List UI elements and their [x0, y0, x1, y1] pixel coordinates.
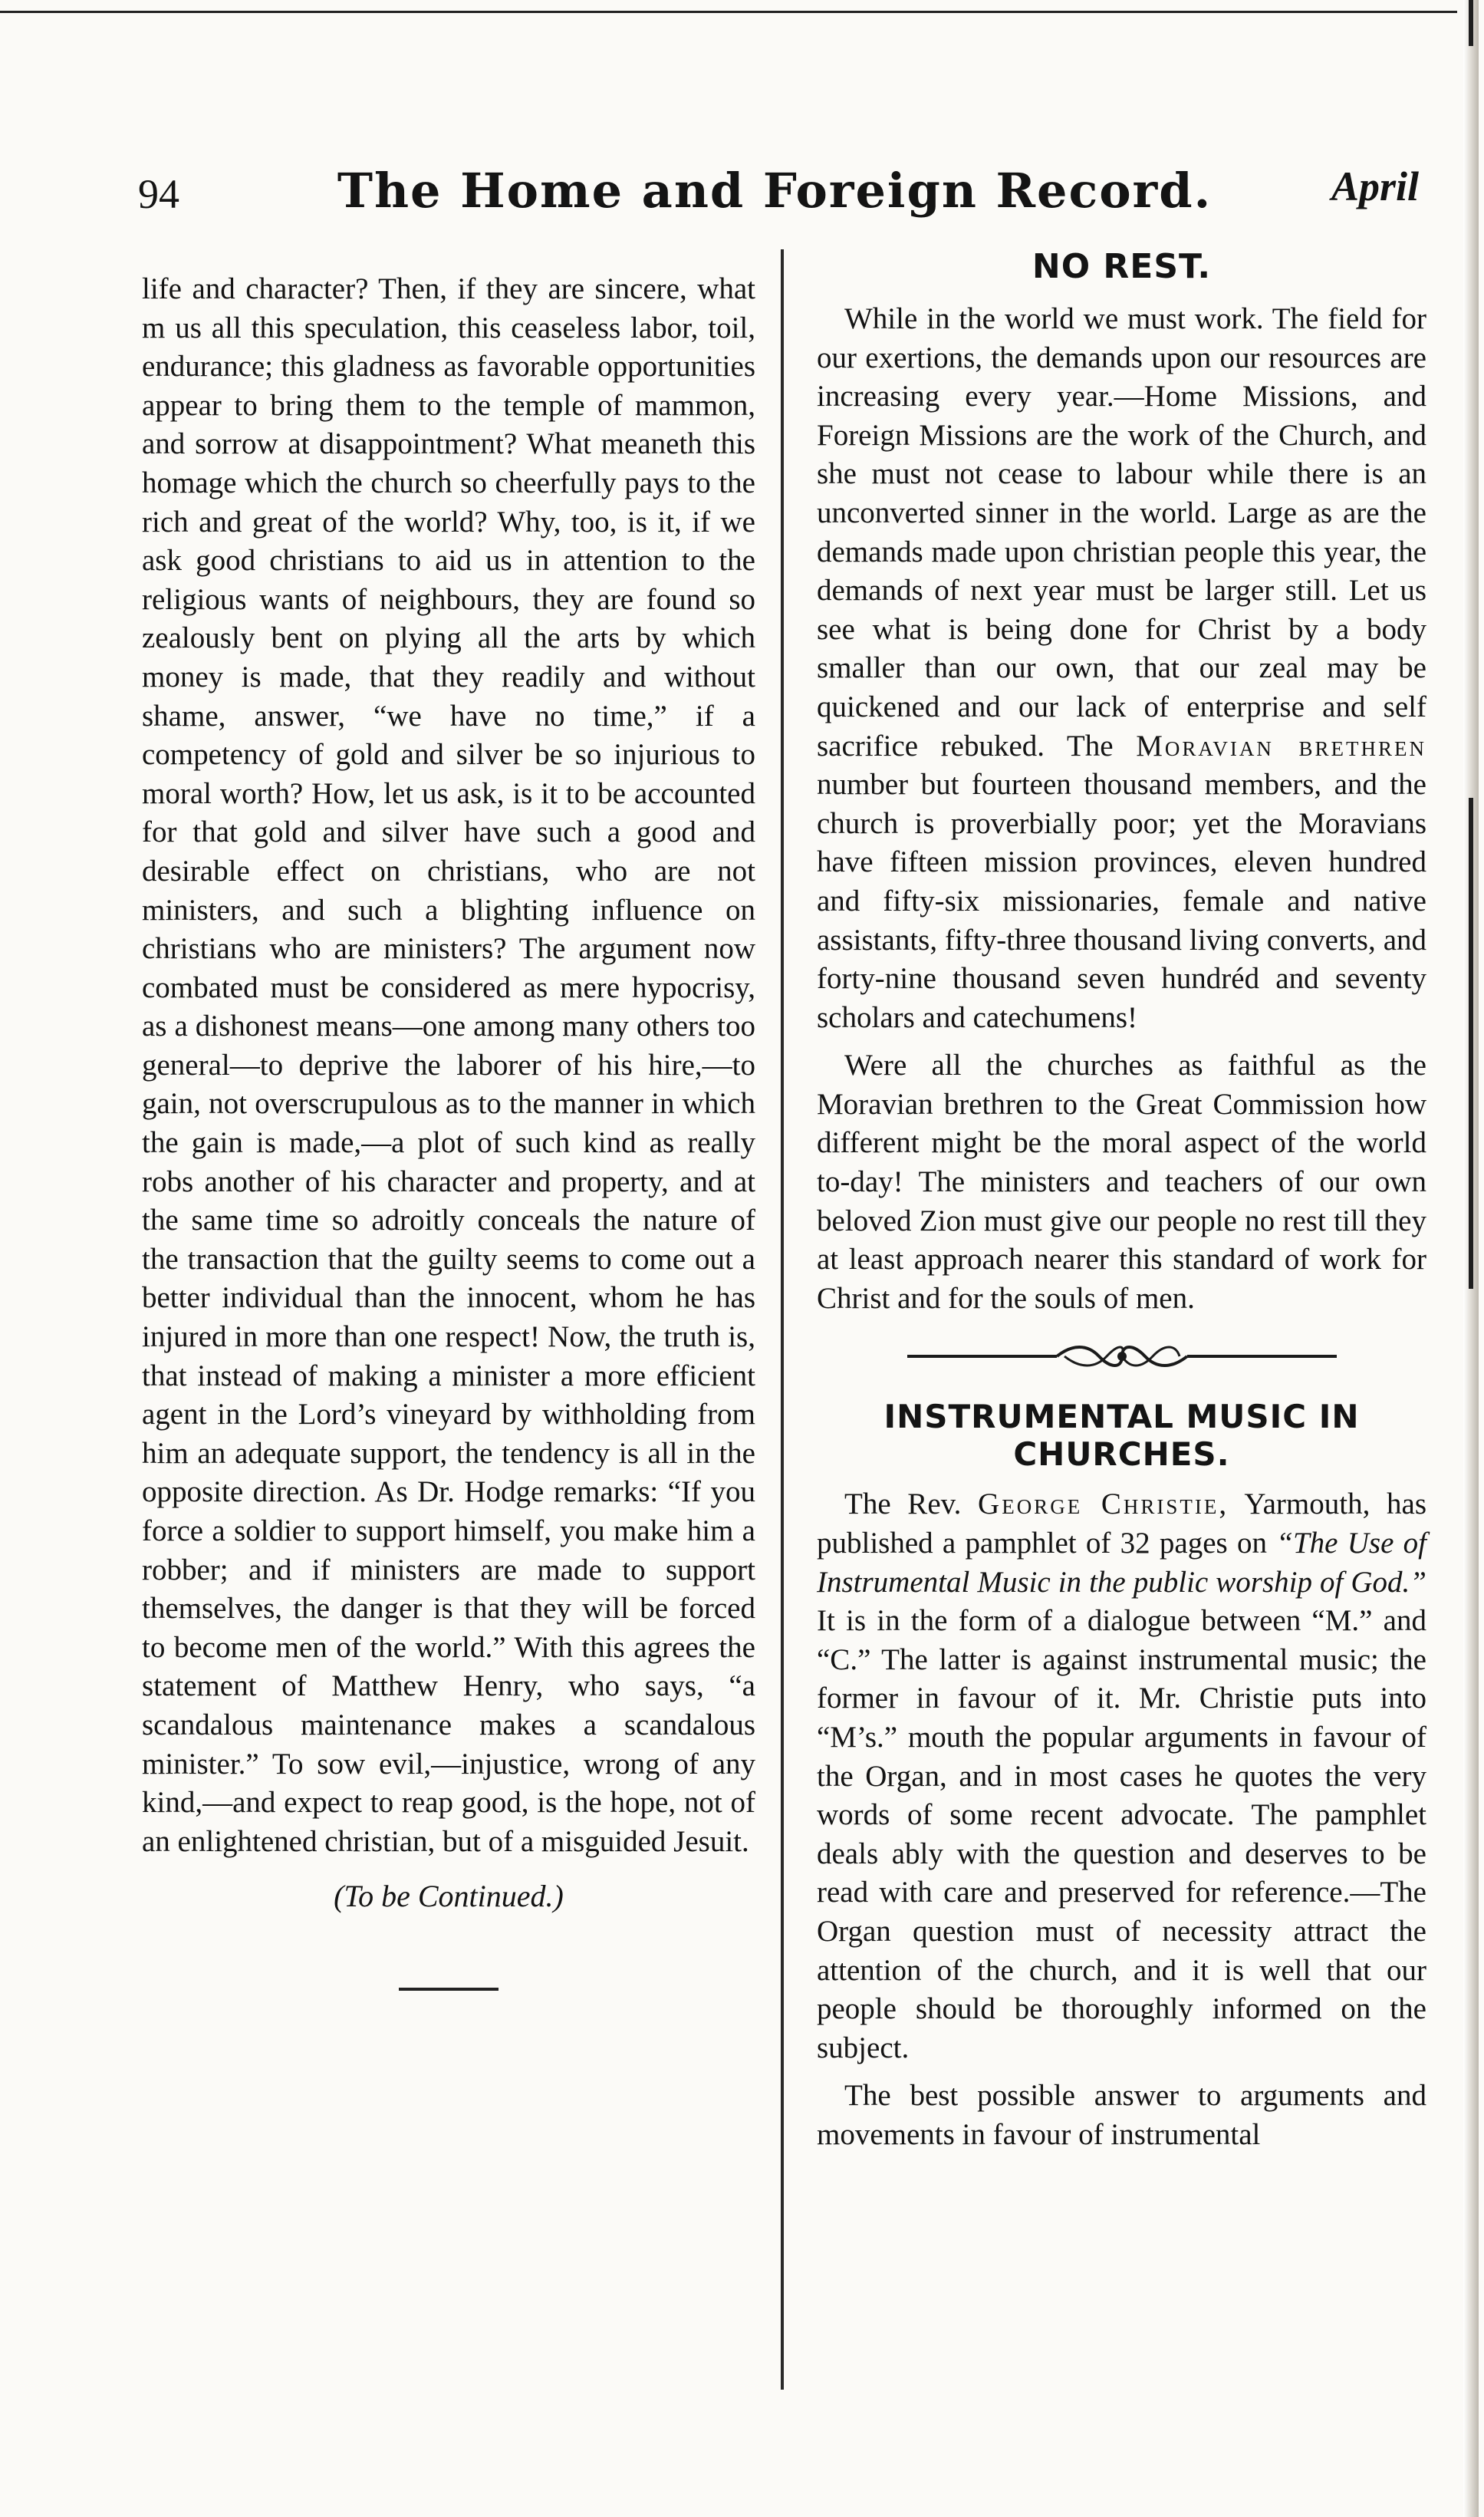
author-name-smallcaps: George Christie,	[978, 1487, 1229, 1521]
im-p1-c: It is in the form of a dialogue between “M.” and “C.” The latter is against instrumental music; the former in favour of it. Mr. Christie puts into “M’s.” mouth the popular arguments in favour of the Organ, and in most cases he quotes the very words of some recent advocate. The pamphlet deals ably with the question and deserves to be read with care and preserved for reference.—The Organ question must of necessity attract the attention of the church, and it is well that our people should be thoroughly informed on the subject.	[817, 1604, 1426, 2064]
no-rest-heading: NO REST.	[1032, 247, 1212, 286]
left-column	[142, 270, 755, 1991]
article-continuation-text: life and character? Then, if they are sincere, what m us all this speculation, this ceaseless labor, toil, endurance; this gladness as favorable opportunities appear to bring them to the temple of mammon, and sorrow at disappointment? What meaneth this homage which the church so cheerfully pays to the rich and great of the world? Why, too, is it, if we ask good christians to aid us in attention to the religious wants of neighbours, they are found so zealously bent on plying all the arts by which money is made, that they readily and without shame, answer, “we have no time,” if a competency of gold and silver be so injurious to moral worth? How, let us ask, is it to be accounted for that gold and silver have such a good and desirable effect on christians, who are not ministers, and such a blighting influence on christians who are ministers? The argument now combated must be considered as mere hypocrisy, as a dishonest means—one among many others too general—to deprive the laborer of his hire,—to gain, not overscrupulous as to the manner in which the gain is made,—a plot of such kind as really robs another of his character and property, and at the same time so adroitly conceals the nature of the transaction that the guilty seems to come out a better individual than the innocent, whom he has injured in more than one respect! Now, the truth is, that instead of making a minister a more efficient agent in the Lord’s vineyard by withholding from him an adequate support, the tendency is all in the opposite direction. As Dr. Hodge remarks: “If you force a soldier to support himself, you make him a robber; and if ministers are made to support themselves, the danger is that they will be forced to become men of the world.” With this agrees the statement of Matthew Henry, who says, “a scandalous maintenance makes a scandalous minister.” To sow evil,—injustice, wrong of any kind,—and expect to reap good, is the hope, not of an enlightened christian, but of a misguided Jesuit.	[142, 272, 755, 1858]
page-header	[130, 161, 1419, 230]
no-rest-paragraph-1	[817, 300, 1426, 1037]
end-rule	[399, 1988, 499, 1991]
moravian-brethren-smallcaps: Moravian brethren	[1136, 729, 1426, 763]
issue-month: April	[1331, 163, 1419, 209]
spine-mark	[1469, 798, 1473, 1289]
im-p1-b: Yarmouth, has published a pamphlet of 32 pages on	[817, 1487, 1426, 1560]
right-column	[817, 247, 1426, 2155]
no-rest-p1-before: While in the world we must work. The field for our exertions, the demands upon our resources are increasing every year.—Home Missions, and Foreign Missions are the work of the Church, and she must not cease to labour while there is an unconverted sinner in the world. Large as are the demands made upon christian people this year, the demands of next year must be larger still. Let us see what is being done for Christ by a body smaller than our own, that our zeal may be quickened and our lack of enterprise and self sacrifice rebuked. The	[817, 302, 1426, 763]
instrumental-music-paragraph-1	[817, 1485, 1426, 2067]
no-rest-p1-after: number but fourteen thousand members, and the church is proverbially poor; yet the Moravians have fifteen mission provinces, eleven hundred and fifty-six missionaries, female and native assistants, fifty-three thousand living converts, and forty-nine thousand seven hundréd and seventy scholars and catechumens!	[817, 768, 1426, 1034]
pamphlet-title: “The Use of Instrumental Music in the public worship of God.”	[817, 1527, 1426, 1599]
continued-note: (To be Continued.)	[334, 1879, 564, 1914]
spine-mark	[1469, 0, 1473, 46]
page-number: 94	[138, 171, 179, 217]
instrumental-music-heading: INSTRUMENTAL MUSIC IN CHURCHES.	[883, 1398, 1360, 1474]
top-border-line	[0, 11, 1457, 13]
no-rest-paragraph-2: Were all the churches as faithful as the Moravian brethren to the Great Commission how different might be the moral aspect of the world to-day! The ministers and teachers of our own beloved Zion must give our people no rest till they at least approach nearer this standard of work for Christ and for the souls of men.	[817, 1049, 1426, 1315]
column-divider	[781, 249, 784, 2390]
journal-title: The Home and Foreign Record.	[337, 163, 1213, 219]
ornamental-divider	[907, 1341, 1337, 1372]
im-p1-a: The Rev.	[844, 1487, 962, 1521]
instrumental-music-paragraph-2: The best possible answer to arguments and movements in favour of instrumental	[817, 2079, 1426, 2151]
